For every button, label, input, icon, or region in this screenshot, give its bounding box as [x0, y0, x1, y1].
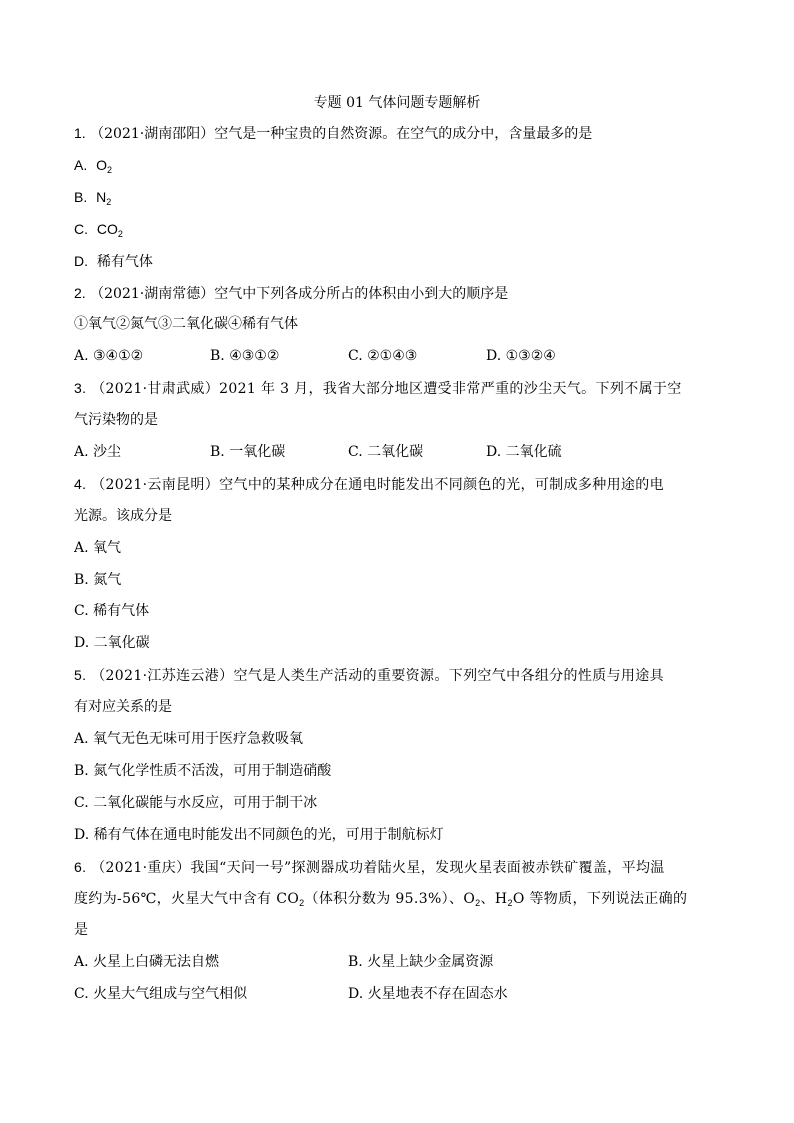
- q3-option-c: C. 二氧化碳: [348, 444, 424, 460]
- q3-option-d: D. 二氧化硫: [486, 444, 562, 460]
- question-number: 4.: [74, 476, 87, 492]
- question-3-stem: [74, 377, 682, 400]
- q1-option-c: C. $CO_2$: [74, 221, 123, 239]
- question-text: （2021·湖南常德）空气中下列各成分所占的体积由小到大的顺序是: [90, 286, 509, 302]
- question-6-stem-cont: 度约为-56℃，火星大气中含有 $CO_2$（体积分数为 95.3%）、$O_2$、$H_2O$ 等物质，下列说法正确的: [74, 891, 688, 908]
- q2-items: ①氧气②氮气③二氧化碳④稀有气体: [74, 316, 298, 332]
- q1-option-b: B. $N_2$: [74, 189, 112, 207]
- question-5-stem-cont: 有对应关系的是: [74, 699, 172, 715]
- q3-option-b: B. 一氧化碳: [210, 444, 286, 460]
- q3-option-a: A. 沙尘: [74, 444, 122, 460]
- q4-option-b: B. 氮气: [74, 572, 122, 588]
- q2-option-b: B. ④③①②: [210, 348, 280, 364]
- question-text: （2021·湖南邵阳）空气是一种宝贵的自然资源。在空气的成分中，含量最多的是: [90, 126, 593, 142]
- question-number: 1.: [74, 125, 86, 141]
- question-3-stem-cont: 气污染物的是: [74, 412, 158, 428]
- q1-option-a: A. $O_2$: [74, 157, 113, 175]
- q4-option-d: D. 二氧化碳: [74, 635, 150, 651]
- question-4-stem: [74, 473, 664, 496]
- question-5-stem: [74, 664, 664, 687]
- question-number: 2.: [74, 285, 86, 301]
- question-number: 6.: [74, 859, 87, 875]
- question-1-stem: [74, 122, 592, 145]
- question-text: （2021·重庆）我国“天问一号”探测器成功着陆火星，发现火星表面被赤铁矿覆盖，平均温: [91, 860, 665, 876]
- q6-option-a: A. 火星上白磷无法自燃: [74, 954, 220, 970]
- q5-option-b: B. 氮气化学性质不活泼，可用于制造硝酸: [74, 763, 332, 779]
- q6-option-c: C. 火星大气组成与空气相似: [74, 986, 248, 1002]
- question-6-stem: [74, 856, 665, 879]
- question-text: （2021·江苏连云港）空气是人类生产活动的重要资源。下列空气中各组分的性质与用途具: [91, 668, 664, 684]
- q2-option-d: D. ①③②④: [486, 348, 556, 364]
- question-6-stem-end: 是: [74, 922, 88, 938]
- q5-option-c: C. 二氧化碳能与水反应，可用于制干冰: [74, 795, 318, 811]
- question-2-stem: [74, 282, 508, 305]
- question-number: 3.: [74, 380, 87, 396]
- q4-option-c: C. 稀有气体: [74, 603, 150, 619]
- question-text: （2021·甘肃武威）2021 年 3 月，我省大部分地区遭受非常严重的沙尘天气。下列不属于空: [91, 381, 682, 397]
- q1-option-d: D. 稀有气体: [74, 253, 153, 270]
- question-number: 5.: [74, 667, 87, 683]
- q2-option-a: A. ③④①②: [74, 348, 144, 364]
- q5-option-d: D. 稀有气体在通电时能发出不同颜色的光，可用于制航标灯: [74, 827, 444, 843]
- q4-option-a: A. 氧气: [74, 540, 122, 556]
- page-title: 专题 01 气体问题专题解析: [313, 95, 481, 111]
- q2-option-c: C. ②①④③: [348, 348, 418, 364]
- q6-option-b: B. 火星上缺少金属资源: [348, 954, 494, 970]
- q6-option-d: D. 火星地表不存在固态水: [348, 986, 508, 1002]
- question-4-stem-cont: 光源。该成分是: [74, 508, 172, 524]
- question-text: （2021·云南昆明）空气中的某种成分在通电时能发出不同颜色的光，可制成多种用途的电: [91, 477, 664, 493]
- q5-option-a: A. 氧气无色无味可用于医疗急救吸氧: [74, 731, 304, 747]
